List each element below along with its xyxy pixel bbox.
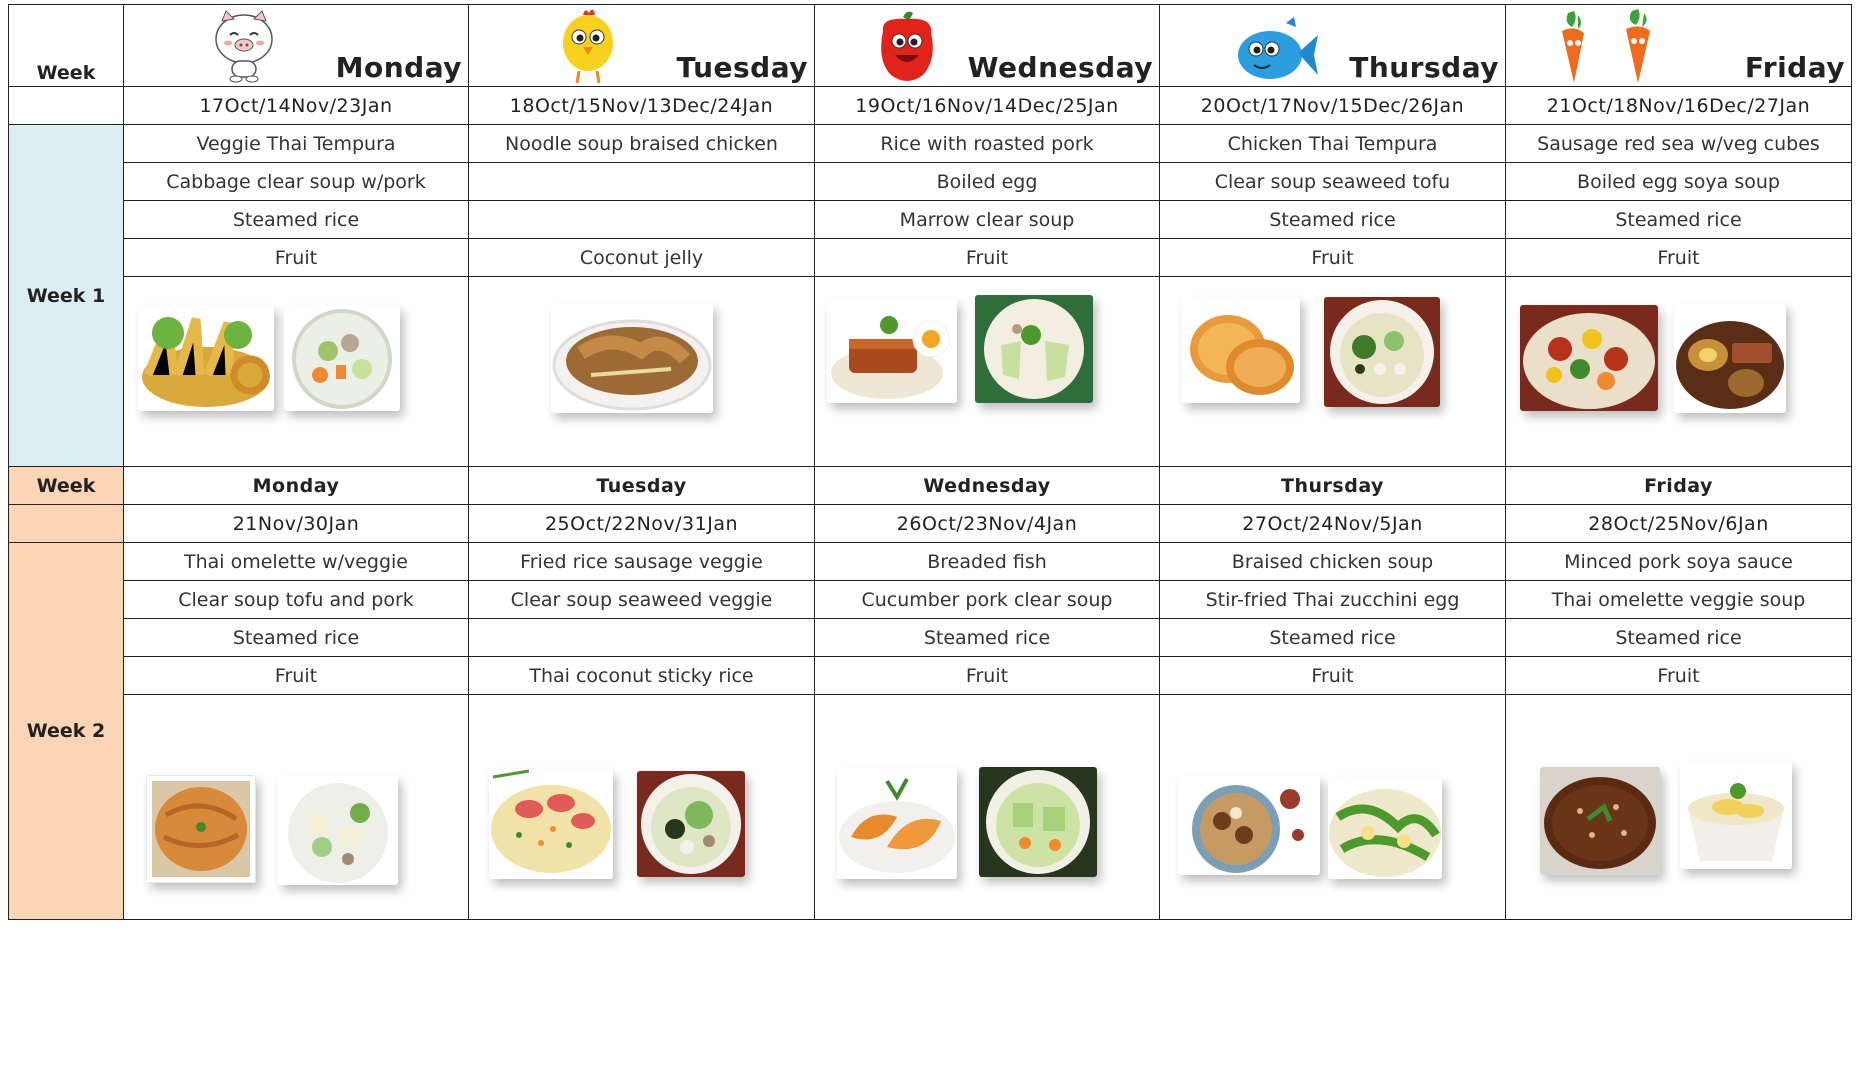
- dish-cell: Fruit: [1160, 657, 1506, 695]
- week1-date-tuesday: 18Oct/15Nov/13Dec/24Jan: [469, 87, 815, 125]
- dish-cell: Thai omelette veggie soup: [1506, 581, 1852, 619]
- dish-cell: Noodle soup braised chicken: [469, 125, 815, 163]
- dish-cell: Fruit: [1506, 657, 1852, 695]
- week2-photo-thursday: [1160, 695, 1506, 920]
- pepper-icon: [873, 9, 941, 85]
- week2-dish-row: [9, 543, 1852, 581]
- food-photo: [278, 775, 398, 885]
- week2-dates-spacer: [9, 505, 124, 543]
- week2-day-friday: Friday: [1506, 467, 1852, 505]
- week1-photo-tuesday: [469, 277, 815, 467]
- week1-date-wednesday: 19Oct/16Nov/14Dec/25Jan: [815, 87, 1160, 125]
- dish-cell: Steamed rice: [124, 201, 469, 239]
- food-photo: [551, 303, 713, 413]
- week2-photo-friday: [1506, 695, 1852, 920]
- lunch-menu-table: [8, 4, 1852, 920]
- food-photo: [837, 767, 957, 879]
- dish-cell: Braised chicken soup: [1160, 543, 1506, 581]
- dish-cell: Steamed rice: [124, 619, 469, 657]
- week2-photo-row: [9, 695, 1852, 920]
- week2-date-monday: 21Nov/30Jan: [124, 505, 469, 543]
- dish-cell: Clear soup tofu and pork: [124, 581, 469, 619]
- carrot-icon: [1544, 9, 1674, 85]
- food-photo: [138, 305, 274, 411]
- dish-cell: Coconut jelly: [469, 239, 815, 277]
- food-photo: [284, 305, 400, 411]
- week1-photo-monday: [124, 277, 469, 467]
- dish-cell: Thai omelette w/veggie: [124, 543, 469, 581]
- food-photo: [146, 775, 256, 883]
- dish-cell: Veggie Thai Tempura: [124, 125, 469, 163]
- dish-cell: Chicken Thai Tempura: [1160, 125, 1506, 163]
- week2-header-row: [9, 467, 1852, 505]
- food-photo: [1520, 305, 1658, 411]
- week1-dates-row: [9, 87, 1852, 125]
- week1-header-row: [9, 5, 1852, 87]
- week1-dates-spacer: [9, 87, 124, 125]
- week1-dish-row: [9, 201, 1852, 239]
- week2-date-friday: 28Oct/25Nov/6Jan: [1506, 505, 1852, 543]
- dish-cell: Fruit: [1160, 239, 1506, 277]
- chick-icon: [559, 7, 617, 85]
- week1-photo-row: [9, 277, 1852, 467]
- dish-cell: Minced pork soya sauce: [1506, 543, 1852, 581]
- week2-dish-row: [9, 657, 1852, 695]
- food-photo: [1324, 297, 1440, 407]
- week2-date-tuesday: 25Oct/22Nov/31Jan: [469, 505, 815, 543]
- dish-cell: Boiled egg soya soup: [1506, 163, 1852, 201]
- week1-photo-wednesday: [815, 277, 1160, 467]
- dish-cell: Thai coconut sticky rice: [469, 657, 815, 695]
- dish-cell: Steamed rice: [1160, 619, 1506, 657]
- dish-cell: Cucumber pork clear soup: [815, 581, 1160, 619]
- week1-dish-row: [9, 163, 1852, 201]
- tuesday-header: [469, 5, 815, 87]
- dish-cell: Fruit: [815, 657, 1160, 695]
- dish-cell: Clear soup seaweed veggie: [469, 581, 815, 619]
- dish-cell: Stir-fried Thai zucchini egg: [1160, 581, 1506, 619]
- week-header-label: Week: [9, 5, 124, 87]
- week2-header-label: Week: [9, 467, 124, 505]
- pig-icon: [212, 9, 276, 83]
- day-label-wednesday: Wednesday: [967, 51, 1153, 84]
- thursday-header: [1160, 5, 1506, 87]
- dish-cell: Steamed rice: [815, 619, 1160, 657]
- dish-cell: Fruit: [1506, 239, 1852, 277]
- day-label-monday: Monday: [335, 51, 462, 84]
- week2-day-tuesday: Tuesday: [469, 467, 815, 505]
- week2-dates-row: [9, 505, 1852, 543]
- week2-day-wednesday: Wednesday: [815, 467, 1160, 505]
- food-photo: [979, 767, 1097, 877]
- day-label-friday: Friday: [1744, 51, 1845, 84]
- fish-icon: [1236, 17, 1318, 83]
- dish-cell: [469, 619, 815, 657]
- food-photo: [1178, 775, 1320, 875]
- dish-cell: Boiled egg: [815, 163, 1160, 201]
- wednesday-header: [815, 5, 1160, 87]
- food-photo: [975, 295, 1093, 403]
- dish-cell: Fruit: [124, 657, 469, 695]
- monday-header: [124, 5, 469, 87]
- week2-photo-tuesday: [469, 695, 815, 920]
- food-photo: [1680, 761, 1792, 869]
- dish-cell: Fruit: [124, 239, 469, 277]
- dish-cell: Steamed rice: [1506, 201, 1852, 239]
- dish-cell: Clear soup seaweed tofu: [1160, 163, 1506, 201]
- food-photo: [1328, 777, 1442, 879]
- food-photo: [1182, 297, 1300, 403]
- week2-day-thursday: Thursday: [1160, 467, 1506, 505]
- food-photo: [827, 299, 957, 403]
- dish-cell: [469, 201, 815, 239]
- week1-dish-row: [9, 239, 1852, 277]
- week1-date-friday: 21Oct/18Nov/16Dec/27Jan: [1506, 87, 1852, 125]
- food-photo: [1540, 767, 1660, 875]
- dish-cell: Sausage red sea w/veg cubes: [1506, 125, 1852, 163]
- week1-dish-row: [9, 125, 1852, 163]
- week1-date-thursday: 20Oct/17Nov/15Dec/26Jan: [1160, 87, 1506, 125]
- dish-cell: Cabbage clear soup w/pork: [124, 163, 469, 201]
- dish-cell: Marrow clear soup: [815, 201, 1160, 239]
- week2-dish-row: [9, 619, 1852, 657]
- week1-photo-friday: [1506, 277, 1852, 467]
- dish-cell: Fruit: [815, 239, 1160, 277]
- week1-date-monday: 17Oct/14Nov/23Jan: [124, 87, 469, 125]
- food-photo: [637, 771, 745, 877]
- week2-dish-row: [9, 581, 1852, 619]
- week2-date-thursday: 27Oct/24Nov/5Jan: [1160, 505, 1506, 543]
- food-photo: [489, 769, 613, 879]
- week2-photo-monday: [124, 695, 469, 920]
- day-label-tuesday: Tuesday: [676, 51, 808, 84]
- week2-day-monday: Monday: [124, 467, 469, 505]
- dish-cell: [469, 163, 815, 201]
- friday-header: [1506, 5, 1852, 87]
- day-label-thursday: Thursday: [1349, 51, 1499, 84]
- dish-cell: Steamed rice: [1160, 201, 1506, 239]
- dish-cell: Steamed rice: [1506, 619, 1852, 657]
- dish-cell: Rice with roasted pork: [815, 125, 1160, 163]
- dish-cell: Breaded fish: [815, 543, 1160, 581]
- week2-photo-wednesday: [815, 695, 1160, 920]
- week1-photo-thursday: [1160, 277, 1506, 467]
- week2-label: Week 2: [9, 543, 124, 920]
- week1-label: Week 1: [9, 125, 124, 467]
- week2-date-wednesday: 26Oct/23Nov/4Jan: [815, 505, 1160, 543]
- dish-cell: Fried rice sausage veggie: [469, 543, 815, 581]
- food-photo: [1674, 303, 1786, 413]
